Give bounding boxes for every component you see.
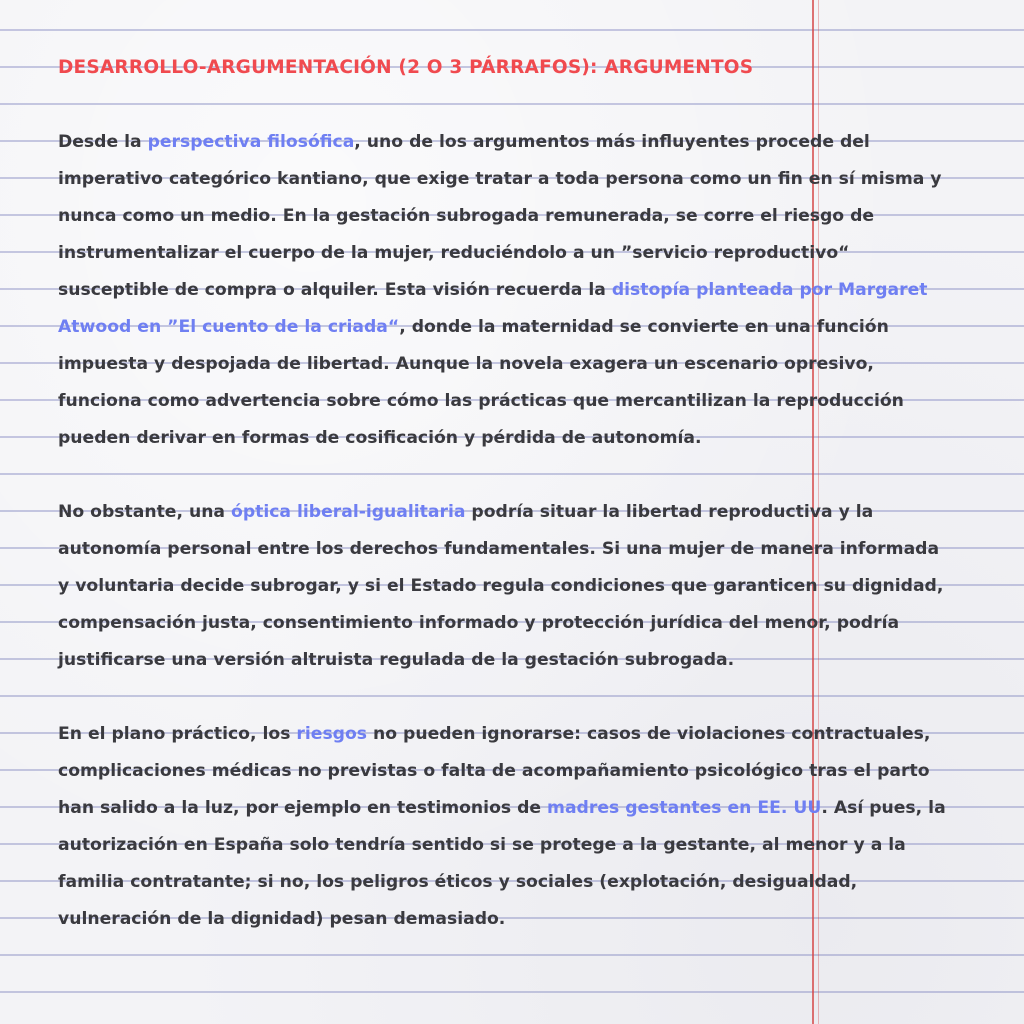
text-line (58, 383, 988, 420)
paragraph-practical (58, 716, 988, 938)
text-segment: no pueden ignorarse: casos de violaciones contractuales, (367, 724, 931, 744)
text-line (58, 901, 988, 938)
text-line (58, 235, 988, 272)
text-segment: . Así pues, la (821, 798, 946, 818)
text-line (58, 272, 988, 309)
text-segment: pueden derivar en formas de cosificación y pérdida de autonomía. (58, 428, 702, 448)
text-segment: y voluntaria decide subrogar, y si el Estado regula condiciones que garanticen su dignidad, (58, 576, 944, 596)
paragraph-liberal (58, 494, 988, 679)
text-line (58, 568, 988, 605)
text-line (58, 309, 988, 346)
text-segment: autorización en España solo tendría sentido si se protege a la gestante, al menor y a la (58, 835, 906, 855)
section-heading: DESARROLLO-ARGUMENTACIÓN (2 O 3 PÁRRAFOS): ARGUMENTOS (58, 57, 754, 78)
text-segment: susceptible de compra o alquiler. Esta visión recuerda la (58, 280, 612, 300)
highlighted-phrase: riesgos (296, 724, 368, 744)
text-segment: nunca como un medio. En la gestación subrogada remunerada, se corre el riesgo de (58, 206, 875, 226)
text-segment: Desde la (58, 132, 148, 152)
text-line (58, 531, 988, 568)
highlighted-phrase: distopía planteada por Margaret (611, 280, 928, 300)
text-segment: , uno de los argumentos más influyentes procede del (354, 132, 870, 152)
text-line (58, 753, 988, 790)
text-segment: compensación justa, consentimiento informado y protección jurídica del menor, podría (58, 613, 900, 633)
paragraph-philosophical (58, 124, 988, 457)
text-segment: autonomía personal entre los derechos fundamentales. Si una mujer de manera informada (58, 539, 940, 559)
highlighted-phrase: óptica liberal-igualitaria (231, 502, 466, 522)
text-segment: han salido a la luz, por ejemplo en testimonios de (58, 798, 548, 818)
text-segment: imperativo categórico kantiano, que exige tratar a toda persona como un fin en sí misma y (58, 169, 942, 189)
text-segment: En el plano práctico, los (58, 724, 297, 744)
highlighted-phrase: madres gestantes en EE. UU (547, 798, 822, 818)
text-segment: instrumentalizar el cuerpo de la mujer, reduciéndolo a un ”servicio reproductivo“ (58, 243, 850, 263)
text-line (58, 346, 988, 383)
document-body (58, 50, 988, 975)
text-segment: funciona como advertencia sobre cómo las prácticas que mercantilizan la reproducción (58, 391, 904, 411)
text-line (58, 827, 988, 864)
highlighted-phrase: perspectiva filosófica (147, 132, 355, 152)
text-line (58, 198, 988, 235)
text-line (58, 790, 988, 827)
text-line (58, 161, 988, 198)
text-segment: impuesta y despojada de libertad. Aunque la novela exagera un escenario opresivo, (58, 354, 874, 374)
text-line (58, 494, 988, 531)
text-segment: familia contratante; si no, los peligros éticos y sociales (explotación, desigualdad, (58, 872, 858, 892)
text-line (58, 642, 988, 679)
text-segment: podría situar la libertad reproductiva y la (465, 502, 874, 522)
text-line (58, 716, 988, 753)
text-line (58, 605, 988, 642)
text-segment: No obstante, una (58, 502, 232, 522)
text-line (58, 420, 988, 457)
text-segment: complicaciones médicas no previstas o falta de acompañamiento psicológico tras el parto (58, 761, 930, 781)
text-line (58, 124, 988, 161)
text-line (58, 864, 988, 901)
text-segment: vulneración de la dignidad) pesan demasiado. (58, 909, 506, 929)
highlighted-phrase: Atwood en ”El cuento de la criada“ (58, 317, 400, 337)
text-segment: , donde la maternidad se convierte en una función (399, 317, 889, 337)
text-segment: justificarse una versión altruista regulada de la gestación subrogada. (58, 650, 735, 670)
